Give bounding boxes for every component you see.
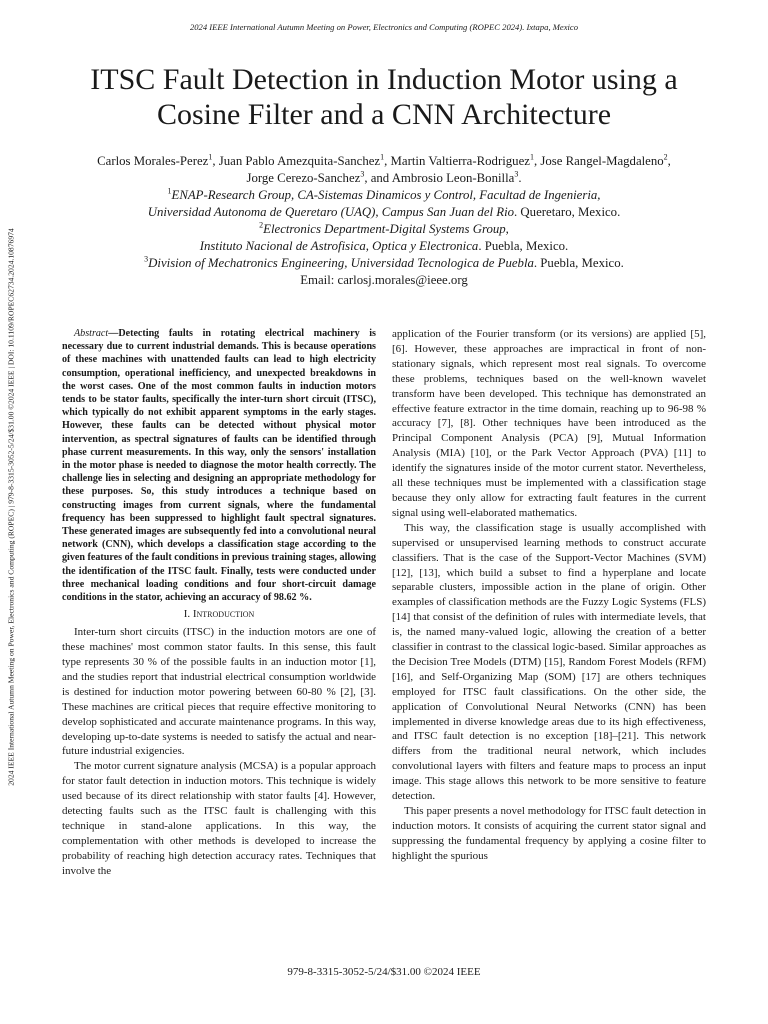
author-name: Jorge Cerezo-Sanchez (246, 171, 361, 185)
author-name: Carlos Morales-Perez (97, 154, 209, 168)
paper-title (60, 62, 708, 132)
author-line-2: Jorge Cerezo-Sanchez$^3$, and Ambrosio Leon-Bonilla$^3$. (246, 169, 522, 185)
affiliation-location: . Queretaro, Mexico. (514, 205, 621, 219)
affiliation-text: Universidad Autonoma de Queretaro (UAQ), Campus San Juan del Rio (147, 205, 515, 219)
section-heading-introduction (62, 607, 376, 622)
body-paragraph: This way, the classification stage is usually accomplished with supervised or unsupervised learning methods to construct accurate classifiers. That is the case of the Support-Vector Machines (SVM) [12], [13], which build a subset to find a hyperplane and locate separable clusters, impossible action in the plane of origin. Other examples of classification methods are the Fuzzy Logic Systems (FLS) [14] that consist of the definition of rules with intermediate levels, that is, the named many-valued logic, allowing the creation of a better classifier in contrast to the classical logic-based. Similar approaches as the Decision Tree Models (DTM) [15], Random Forest Models (RFM) [16], and Self-Organizing Map (SOM) [17] are others techniques employed for ITSC fault classifications. On the other side, the application of Convolutional Neural Networks (CNN) has been implemented in diverse knowledge areas due to its high effectiveness, and ITSC fault detection is no exception [18]–[21]. This network differs from the traditional neural network, which includes convolutional layers with filters and feature maps to process an input image. This stage allows this network to be more sensitive to feature detection. (392, 521, 706, 803)
affiliation-location: . Puebla, Mexico. (533, 256, 624, 270)
affiliation-3 (40, 255, 728, 272)
email-line: Email: carlosj.morales@ieee.org (300, 273, 468, 287)
author-name: and Ambrosio Leon-Bonilla (370, 171, 515, 185)
affiliation-text: Instituto Nacional de Astrofisica, Optica y Electronica (199, 239, 479, 253)
author-affiliation-mark: 2 (663, 152, 668, 162)
affiliation-mark: 3 (144, 254, 149, 264)
right-column (392, 327, 706, 864)
affiliation-location: . Puebla, Mexico. (478, 239, 569, 253)
section-numeral: I. (183, 608, 193, 621)
author-affiliation-mark: 1 (380, 152, 385, 162)
author-name: Juan Pablo Amezquita-Sanchez (218, 154, 381, 168)
author-affiliation-mark: 1 (529, 152, 534, 162)
author-affiliation-mark: 3 (360, 169, 365, 179)
affiliation-text: ENAP-Research Group, CA-Sistemas Dinamicos y Control, Facultad de Ingenieria, (171, 188, 601, 202)
side-metadata-text: 2024 IEEE International Autumn Meeting on Power, Electronics and Computing (ROPEC) | 979-8-3315-3052-5/24/$31.00 ©2024 IEEE | DOI: 10.1109/ROPEC62734.2024.10876974 (6, 228, 16, 786)
affiliation-2-line-2 (40, 238, 728, 255)
author-name: Martin Valtierra-Rodriguez (390, 154, 530, 168)
affiliation-1-line-2 (40, 204, 728, 221)
abstract-text: —Detecting faults in rotating electrical machinery is necessary due to current industrial demands. This is because operations of these machines with unattended faults can lead to high electricity consumption, operational inefficiency, and unexpected breakdowns in the worst cases. One of the most common faults in induction motors tends to be stator faults, specifically the inter-turn short circuit (ITSC), which typically do not exhibit apparent symptoms in the early stages. However, these faults can be detected without physical motor intervention, as spectral signatures of faults can be identified through phase current measurements. In this way, only the sensors' installation in the motor phase is needed to diagnose the motor health correctly. The challenge lies in selecting and designing an appropriate methodology for these purposes. So, this study introduces a technique based on constructing images from current signals, where the fundamental frequency has been suppressed to highlight fault spectral signatures. These generated images are subsequently fed into a convolutional neural network (CNN), which develops a classification stage according to the given features of the fault conditions in previous training stages, allowing the identification of the ITSC fault. Finally, tests were conducted under three mechanical loading conditions and four short-circuit damage conditions in the stator, achieving an accuracy of 98.62 %. (62, 328, 376, 604)
abstract-label: Abstract (74, 328, 109, 339)
affiliation-mark: 2 (259, 220, 264, 230)
body-paragraph: The motor current signature analysis (MCSA) is a popular approach for stator fault detection in induction motors. This technique is widely used because of its direct relationship with stator faults [4]. However, detecting faults such as the ITSC fault is challenging with this technique in stand-alone applications. In this way, the complementation with other methods is developed to increase the probability of reaching high detection accuracy rates. Techniques that involve the (62, 760, 376, 877)
author-block (40, 153, 728, 289)
title-line-2: Cosine Filter and a CNN Architecture (156, 98, 612, 131)
affiliation-text: Electronics Department-Digital Systems Group, (263, 222, 509, 236)
affiliation-text: Division of Mechatronics Engineering, Universidad Tecnologica de Puebla (148, 256, 534, 270)
body-paragraph: application of the Fourier transform (or its versions) are applied [5], [6]. However, these approaches are impractical in front of non-stationary signals, which represent most real signals. To overcome these problems, techniques based on the well-known wavelet transform have been developed. This technique has demonstrated an effective feature extractor in the time domain, reaching up to 96-98 % accuracy [7], [8]. Other techniques have been introduced as the Principal Component Analysis (PCA) [9], Mutual Information Analysis (MIA) [10], or the Park Vector Approach (PVA) [11] to identify the signatures inside of the motor current stator. Nevertheless, all these techniques must be implemented with a classification stage because they only allow for extracting fault features in the current signal using well-elaborated mathematics. (392, 328, 706, 519)
title-line-1: ITSC Fault Detection in Induction Motor using a (90, 63, 678, 96)
affiliation-2-line-1 (40, 221, 728, 238)
abstract (62, 327, 376, 604)
copyright-footer: 979-8-3315-3052-5/24/$31.00 ©2024 IEEE (287, 966, 481, 978)
affiliation-mark: 1 (167, 186, 172, 196)
author-name: Jose Rangel-Magdaleno (540, 154, 664, 168)
conference-header: 2024 IEEE International Autumn Meeting on Power, Electronics and Computing (ROPEC 2024). Ixtapa, Mexico (189, 22, 579, 32)
author-affiliation-mark: 1 (208, 152, 213, 162)
affiliation-1-line-1 (40, 187, 728, 204)
side-metadata-strip (4, 118, 18, 896)
author-line-1: Carlos Morales-Perez$^1$, Juan Pablo Amezquita-Sanchez$^1$, Martin Valtierra-Rodriguez$^1$, Jose Rangel-Magdaleno$^2$, (97, 152, 671, 168)
body-paragraph: This paper presents a novel methodology for ITSC fault detection in induction motors. It consists of acquiring the current stator signal and suppressing the fundamental frequency by applying a cosine filter to highlight the spurious (392, 805, 706, 862)
author-affiliation-mark: 3 (514, 169, 519, 179)
left-column (62, 327, 376, 879)
body-paragraph: Inter-turn short circuits (ITSC) in the induction motors are one of these machines' most common stator faults. In this sense, this fault type represents 30 % of the possible faults in an induction motor [1], and the studies report that industrial electrical consumption worldwide is destined for induction motor powering between 60-80 % [2], [3]. These machines are critical pieces that require effective monitoring to develop sophisticated and accurate maintenance programs. In this way, developing up-to-date systems is needed to satisfy the actual and near-future industrial exigencies. (62, 626, 376, 758)
section-title: Introduction (192, 608, 255, 621)
